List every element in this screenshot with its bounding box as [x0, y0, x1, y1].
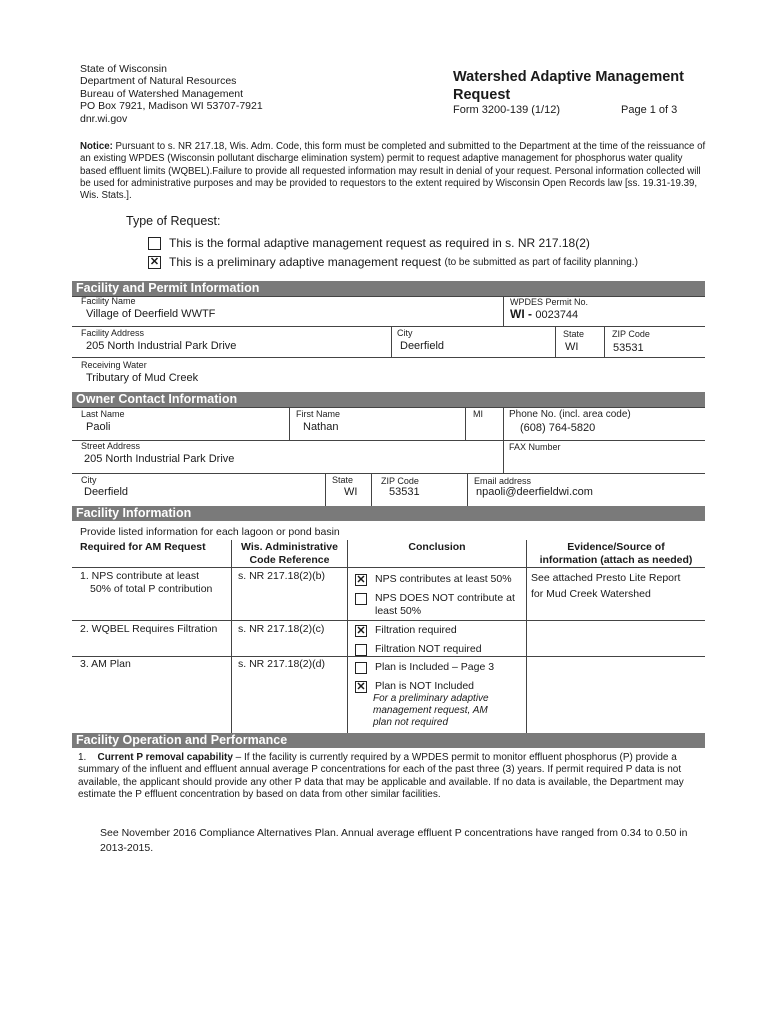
conclusion-option[interactable] — [355, 643, 523, 656]
owner-city-label: City — [81, 475, 97, 485]
request-option-text: This is a preliminary adaptive management request — [169, 255, 442, 269]
conclusion-option[interactable] — [355, 661, 523, 674]
column-header-line: Code Reference — [249, 554, 330, 566]
agency-block — [80, 63, 263, 125]
permit-number-value: 0023744 — [535, 309, 579, 321]
column-header-required: Required for AM Request — [80, 541, 206, 553]
owner-first-name-label: First Name — [296, 409, 341, 419]
checkbox-checked-icon[interactable]: ✕ — [149, 255, 160, 268]
permit-number-label: WPDES Permit No. — [510, 297, 589, 307]
divider — [371, 473, 372, 506]
conclusion-option[interactable] — [355, 680, 523, 693]
owner-email-label: Email address — [474, 476, 532, 486]
option-label: Filtration required — [375, 624, 457, 636]
section-header-owner-contact: Owner Contact Information — [72, 392, 705, 407]
form-number: Form 3200-139 (1/12) — [453, 104, 560, 116]
conclusion-option[interactable] — [355, 573, 523, 586]
owner-mi-label: MI — [473, 409, 483, 419]
owner-street-field[interactable]: 205 North Industrial Park Drive — [84, 453, 235, 465]
operation-item — [78, 752, 706, 801]
owner-last-name-field[interactable]: Paoli — [86, 421, 111, 433]
agency-line: PO Box 7921, Madison WI 53707-7921 — [80, 100, 263, 113]
column-header-line: Evidence/Source of — [567, 541, 665, 553]
notice-body: Pursuant to s. NR 217.18, Wis. Adm. Code, this form must be completed and submitted to the Department at the time of the reissuance of an existing WPDES (Wisconsin pollutant discharge elimination system) permit to request adaptive management for phosphorus water quality based effluent limits (WQBEL).Failure to provide all requested information may result in denial of your request. Personal information collected will be used for administrative purposes and may be provided to requestors to the extent required by Wisconsin Open Records law [ss. 19.31-19.39, Wis. Stats.]. — [80, 141, 706, 202]
facility-name-label: Facility Name — [81, 296, 136, 306]
notice-label: Notice: — [80, 141, 113, 152]
divider — [72, 620, 705, 621]
divider — [325, 473, 326, 506]
owner-state-label: State — [332, 475, 354, 485]
column-header-evidence — [527, 541, 705, 567]
divider — [555, 326, 556, 357]
owner-phone-label: Phone No. (incl. area code) — [509, 409, 631, 420]
checkbox-checked-icon[interactable]: ✕ — [356, 574, 366, 586]
request-option-note: (to be submitted as part of facility planning.) — [444, 256, 638, 268]
owner-state-field[interactable]: WI — [344, 486, 358, 498]
divider — [72, 473, 705, 474]
code-reference: s. NR 217.18(2)(b) — [238, 570, 325, 582]
conclusion-option[interactable] — [355, 624, 523, 637]
checkbox-checked-icon[interactable]: ✕ — [356, 625, 366, 637]
item-number: 1. — [78, 752, 87, 763]
option-label: Plan is NOT Included — [375, 680, 475, 692]
note-line: management request, AM — [373, 705, 488, 716]
divider — [72, 296, 705, 297]
evidence-field[interactable] — [531, 570, 680, 602]
divider — [289, 407, 290, 440]
request-option-formal[interactable] — [148, 236, 590, 250]
facility-address-field[interactable]: 205 North Industrial Park Drive — [86, 340, 237, 352]
divider — [465, 407, 466, 440]
note-line: For a preliminary adaptive — [373, 693, 489, 704]
item-text: – If the facility is currently required by a WPDES permit to monitor effluent phosphorus (P) provide a summary of the influent and effluent annual average P concentrations for each of the past three (3) years. If permit required P data is not available, the applicant should provide any other P data that may be applicable and available. If no data is available, the Department may estimate the P effluent concentration by based on data from other similar facilities. — [78, 752, 684, 800]
checkbox-checked-icon[interactable]: ✕ — [356, 681, 366, 693]
divider — [391, 326, 392, 357]
option-label: Filtration NOT required — [375, 643, 482, 655]
owner-fax-label: FAX Number — [509, 442, 561, 452]
divider — [72, 357, 705, 358]
facility-name-field[interactable]: Village of Deerfield WWTF — [86, 308, 216, 320]
divider — [72, 326, 705, 327]
option-label — [375, 592, 515, 617]
conclusion-note — [355, 693, 523, 729]
conclusion-options — [355, 573, 523, 617]
table-intro: Provide listed information for each lagoon or pond basin — [80, 526, 340, 538]
page-number: Page 1 of 3 — [621, 104, 678, 116]
requirement-text: 3. AM Plan — [80, 658, 131, 670]
permit-prefix: WI - — [510, 307, 532, 321]
facility-city-field[interactable]: Deerfield — [400, 340, 445, 352]
request-type-label: Type of Request: — [126, 214, 221, 228]
receiving-water-label: Receiving Water — [81, 360, 147, 370]
divider — [467, 473, 468, 506]
requirement-text: 1. NPS contribute at least — [80, 570, 200, 582]
form-title-line: Request — [453, 87, 511, 103]
divider — [503, 296, 504, 326]
owner-street-label: Street Address — [81, 441, 141, 451]
option-label: Plan is Included – Page 3 — [375, 661, 495, 673]
facility-state-field[interactable]: WI — [565, 341, 579, 353]
column-header-code — [232, 541, 347, 567]
facility-address-label: Facility Address — [81, 328, 145, 338]
permit-number-field[interactable] — [510, 307, 578, 321]
checkbox-unchecked-icon[interactable] — [355, 662, 367, 674]
checkbox-unchecked-icon[interactable] — [148, 237, 161, 250]
facility-zip-field[interactable]: 53531 — [613, 342, 644, 354]
request-option-preliminary[interactable] — [148, 255, 638, 269]
notice-text — [80, 141, 706, 202]
owner-zip-field[interactable]: 53531 — [389, 486, 420, 498]
column-header-line: Wis. Administrative — [241, 541, 338, 553]
divider — [72, 567, 705, 568]
agency-line: Department of Natural Resources — [80, 75, 237, 88]
evidence-text: See attached Presto Lite Report — [531, 572, 681, 584]
code-reference: s. NR 217.18(2)(c) — [238, 623, 325, 635]
item-label: Current P removal capability — [97, 752, 233, 763]
conclusion-options — [355, 661, 523, 729]
note-line: plan not required — [373, 717, 449, 728]
divider — [231, 540, 232, 733]
facility-state-label: State — [563, 329, 585, 339]
form-title — [453, 68, 684, 104]
divider — [72, 440, 705, 441]
request-option-text: This is the formal adaptive management request as required in s. NR 217.18(2) — [169, 236, 590, 250]
agency-line: State of Wisconsin — [80, 63, 167, 75]
conclusion-option[interactable] — [355, 592, 523, 617]
divider — [347, 540, 348, 733]
evidence-text: for Mud Creek Watershed — [531, 588, 651, 600]
divider — [604, 326, 605, 357]
owner-zip-label: ZIP Code — [381, 476, 419, 486]
option-label: NPS contributes at least 50% — [375, 573, 512, 585]
section-header-facility-info: Facility Information — [72, 506, 705, 521]
agency-line: Bureau of Watershed Management — [80, 87, 244, 100]
requirement-text: 50% of total P contribution — [90, 582, 213, 595]
facility-zip-label: ZIP Code — [612, 329, 650, 339]
owner-city-field[interactable]: Deerfield — [84, 486, 129, 498]
owner-email-field[interactable]: npaoli@deerfieldwi.com — [476, 486, 593, 498]
checkbox-unchecked-icon[interactable] — [355, 644, 367, 656]
owner-last-name-label: Last Name — [81, 409, 125, 419]
option-label-line: least 50% — [375, 604, 422, 617]
owner-first-name-field[interactable]: Nathan — [303, 421, 339, 433]
requirement-text: 2. WQBEL Requires Filtration — [80, 623, 218, 635]
conclusion-options — [355, 624, 523, 656]
table-row — [80, 570, 212, 595]
divider — [526, 540, 527, 733]
option-label-line: NPS DOES NOT contribute at — [375, 592, 515, 604]
code-reference: s. NR 217.18(2)(d) — [238, 658, 325, 670]
agency-website: dnr.wi.gov — [80, 112, 128, 125]
column-header-conclusion: Conclusion — [408, 541, 466, 553]
receiving-water-field[interactable]: Tributary of Mud Creek — [86, 372, 199, 384]
facility-city-label: City — [397, 328, 413, 338]
divider — [72, 407, 705, 408]
operation-response-field[interactable]: See November 2016 Compliance Alternatives Plan. Annual average effluent P concentrations have ranged from 0.34 to 0.50 in 2013-2015. — [100, 827, 688, 854]
checkbox-unchecked-icon[interactable] — [355, 593, 367, 605]
divider — [72, 656, 705, 657]
section-header-operation: Facility Operation and Performance — [72, 733, 705, 748]
form-title-line: Watershed Adaptive Management — [453, 69, 684, 85]
section-header-facility-permit: Facility and Permit Information — [72, 281, 705, 296]
owner-phone-field[interactable]: (608) 764-5820 — [520, 422, 596, 434]
column-header-line: information (attach as needed) — [539, 554, 693, 566]
